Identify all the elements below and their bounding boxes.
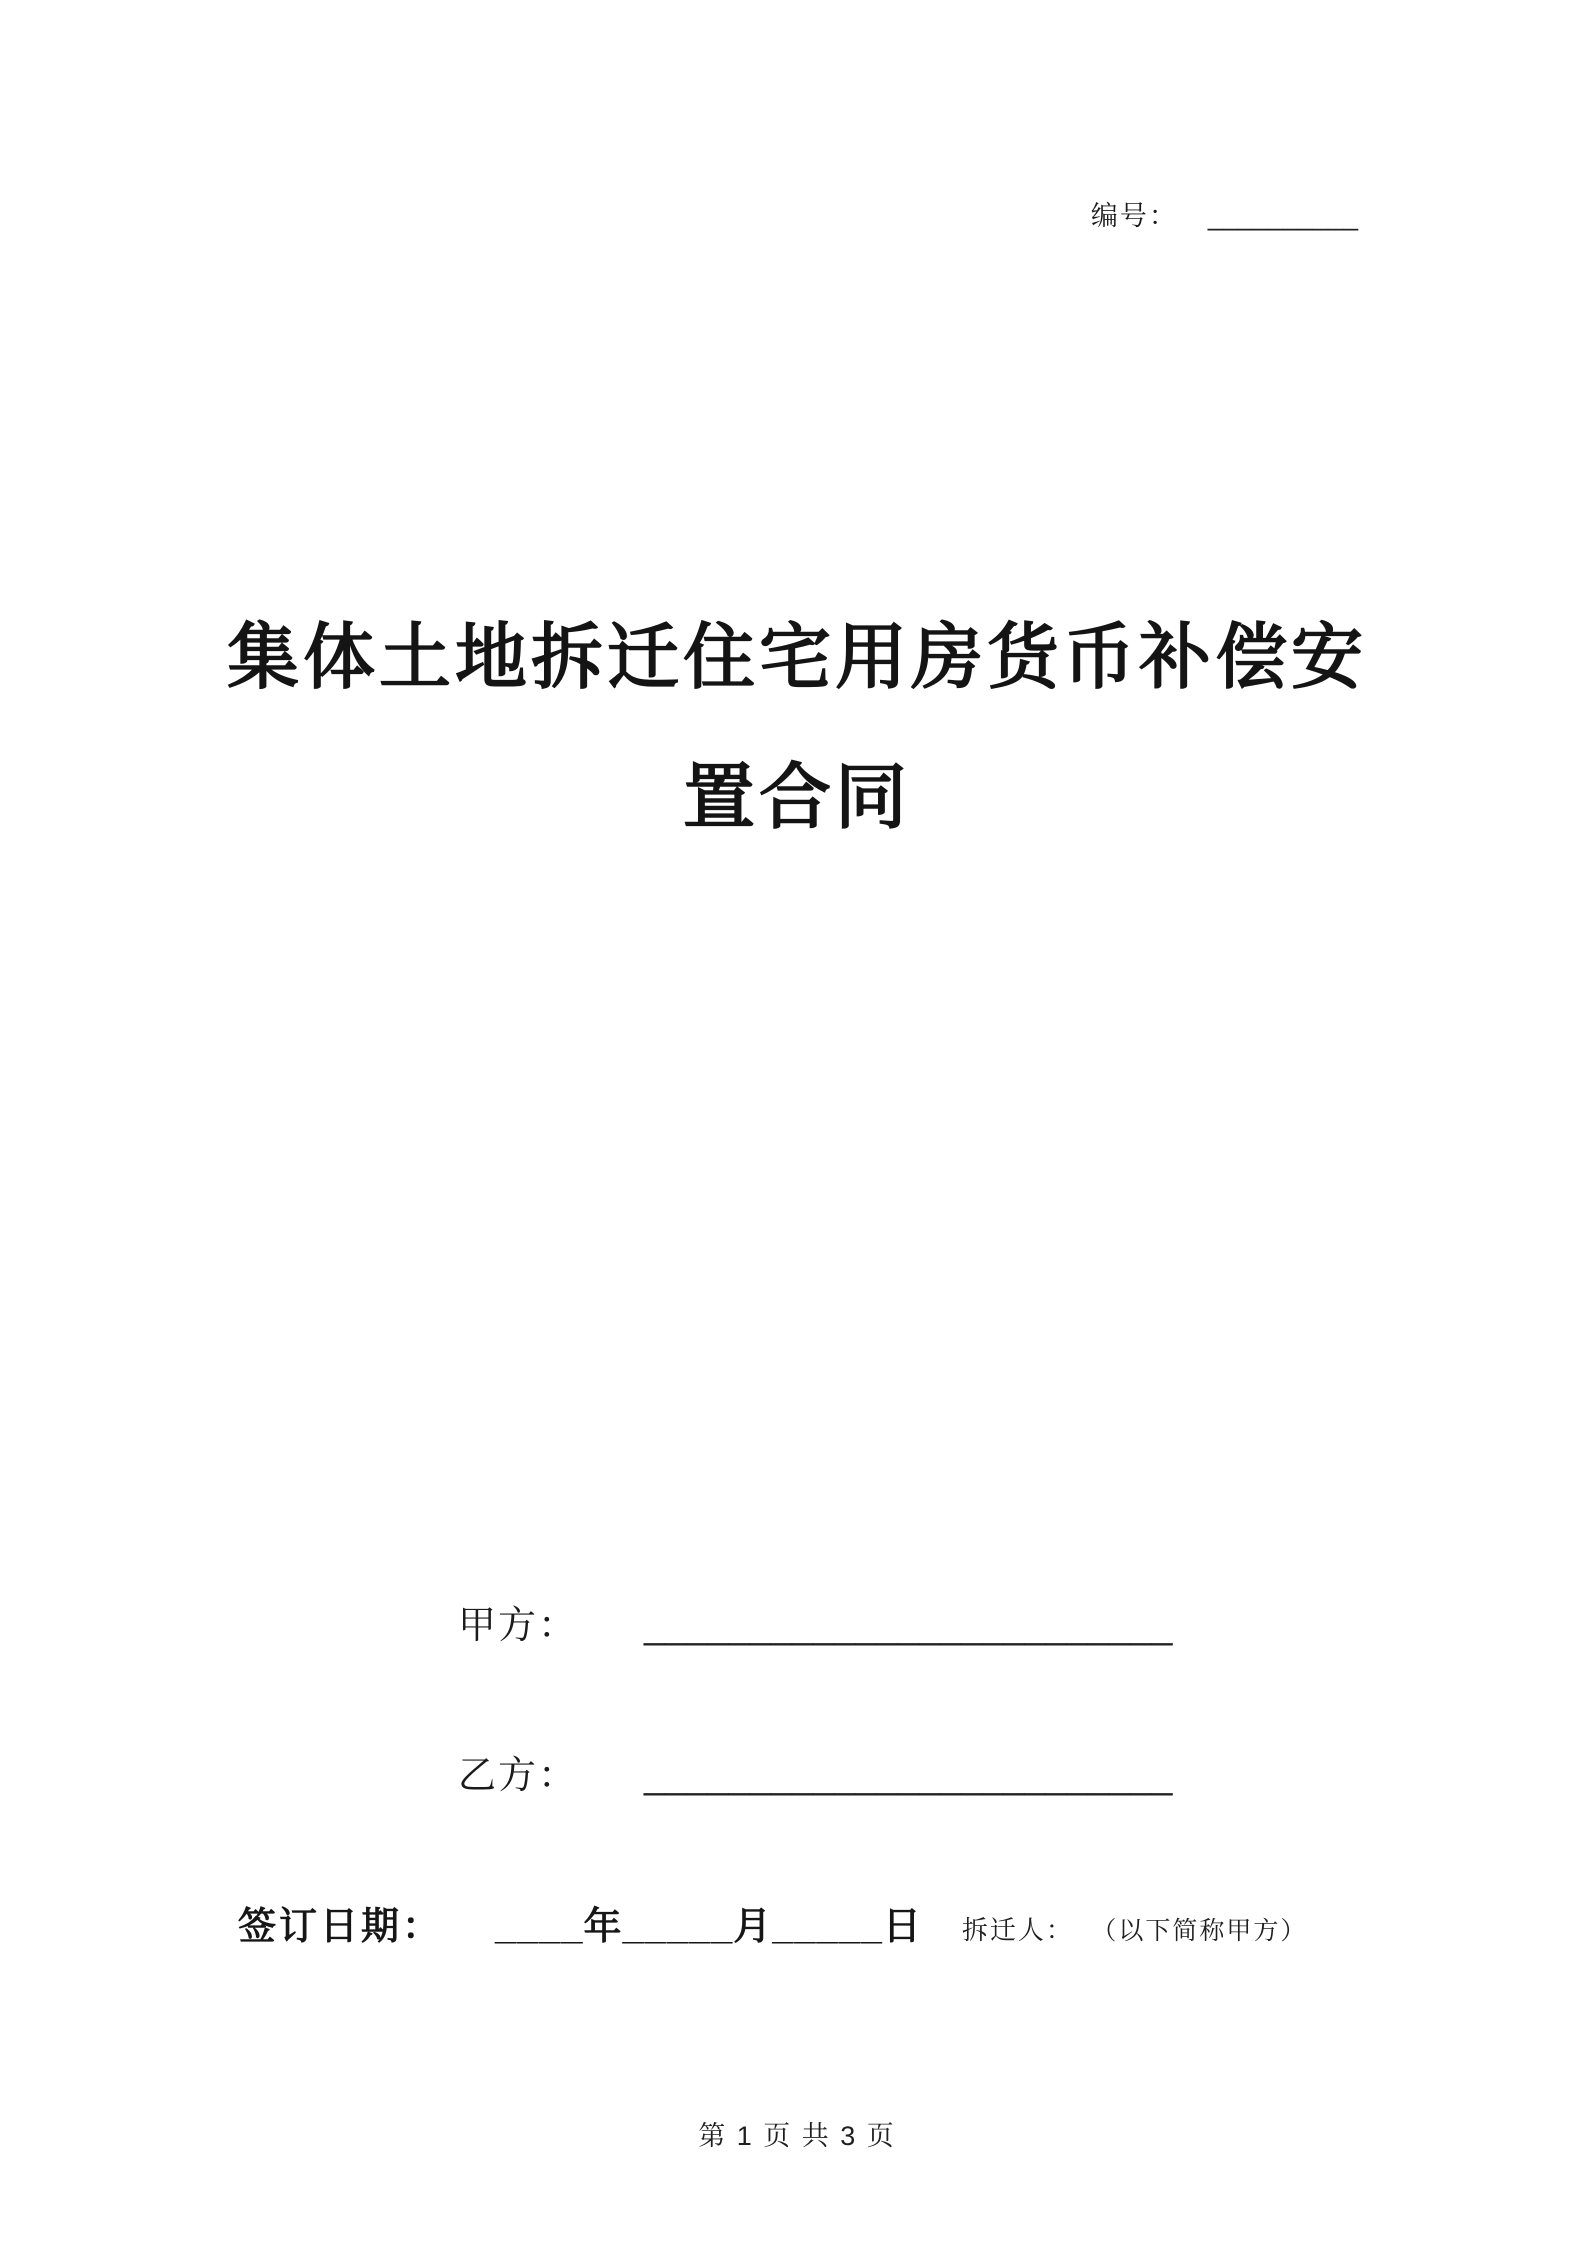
- signing-date-label: 签订日期：: [238, 1906, 444, 1948]
- contract-title: [0, 588, 1594, 868]
- party-b-row: [458, 1744, 1172, 1799]
- document-number-blank: __________: [1207, 201, 1358, 231]
- party-a-blank-line: _________________________: [644, 1605, 1173, 1647]
- party-a-label: 甲方：: [458, 1605, 579, 1647]
- page-number-footer: [0, 2114, 1594, 2153]
- contract-title-line1: 集体土地拆迁住宅用房货币补偿安: [226, 618, 1367, 698]
- document-number-row: [1091, 194, 1358, 233]
- signing-date-blank: ____年_____月_____日: [495, 1906, 922, 1948]
- party-a-row: [458, 1594, 1172, 1649]
- demolisher-note-label: 拆迁人：: [961, 1915, 1074, 1945]
- party-b-label: 乙方：: [458, 1755, 579, 1797]
- document-number-label: 编号：: [1090, 201, 1178, 231]
- page-number-text: 第 1 页 共 3 页: [698, 2121, 896, 2151]
- demolisher-note-paren: （以下简称甲方）: [1103, 1917, 1308, 1945]
- signing-date-row: [238, 1895, 1307, 1950]
- party-b-blank-line: _________________________: [644, 1755, 1173, 1797]
- contract-title-line2: 置合同: [682, 758, 911, 838]
